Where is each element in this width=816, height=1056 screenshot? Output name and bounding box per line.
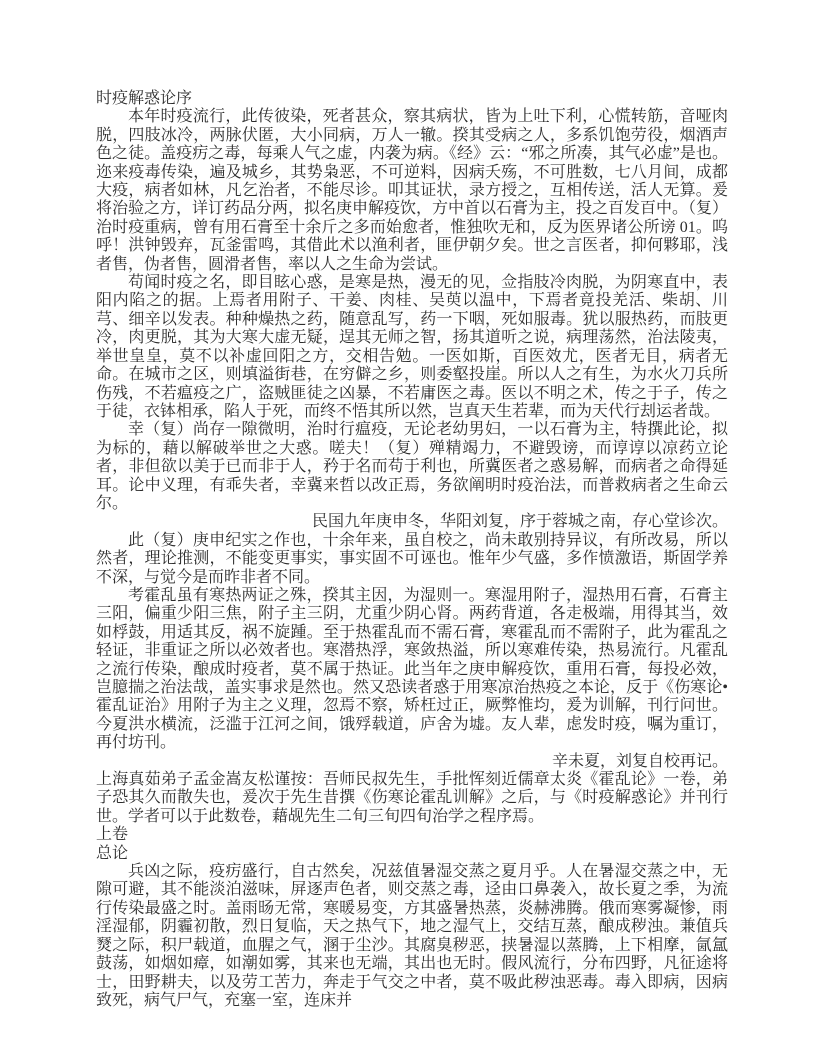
preface-dateline-1: 民国九年庚申冬，华阳刘复，序于蓉城之南，存心堂诊次。 [311, 513, 728, 531]
preface-colophon: 上海真茹弟子孟金嵩友松谨按：吾师民叔先生，手批恽刻近儒章太炎《霍乱论》一卷，弟子恐其久而散失也，爰次于先生昔撰《伤寒论霍乱训解》之后，与《时疫解惑论》并刊行世。学者可以于此数卷，藉觇先生二旬三旬四旬治学之程序焉。 [96, 771, 728, 825]
preface-dateline-2: 辛未夏，刘复自校再记。 [551, 752, 728, 770]
preface-paragraph-1: 本年时疫流行，此传彼染，死者甚众，察其病状，皆为上吐下利，心慌转筋，音哑肉脱，四肢冰冷，两脉伏匿，大小同病，万人一辙。揆其受病之人，多系饥饱劳役，烟酒声色之徒。盖疫疠之毒，每乘人气之虚，内袭为病。《经》云：“邪之所凑，其气必虚”是也。迩来疫毒传染，遍及城乡，其势枭恶，不可逆料，因病夭殇，不可胜数，七八月间，成都大疫，病者如林，凡乞治者，不能尽诊。叩其证状，录方授之，互相传送，活人无算。爰将治验之方，详订药品分两，拟名庚申解疫饮，方中首以石膏为主，投之百发百中。（复）治时疫重病，曾有用石膏至十余斤之多而始愈者，惟独吹无和，反为医界诸公所谤 01。呜呼！洪钟毁弃，瓦釜雷鸣，其借此术以渔利者，匪伊朝夕矣。世之言医者，抑何夥耶，浅者售，伪者售，圆滑者售，率以人之生命为尝试。 [96, 108, 729, 273]
section-heading: 总论 [96, 844, 129, 862]
document-title: 时疫解惑论序 [96, 90, 193, 107]
preface-paragraph-4: 此（复）庚申纪实之作也，十余年来，虽自校之，尚未敢别持异议，有所改易，所以然者，理论推测，不能变更事实，事实固不可诬也。惟年少气盛，多作愤激语，斯固学养不深，与觉今是而昨非者不同。 [96, 531, 728, 586]
preface-paragraph-3: 幸（复）尚存一隙微明，治时行瘟疫，无论老幼男妇，一以石膏为主，特撰此论，拟为标的，藉以解破举世之大惑。嗟夫！（复）殚精竭力，不避毁谤，而谆谆以凉药立论者，非但欲以美于已而非于人，矜于名而苟于利也，所冀医者之惑易解，而病者之命得延耳。论中义理，有乖失者，幸冀来哲以改正焉，务欲阐明时疫治法，而普救病者之生命云尔。 [96, 421, 728, 512]
general-discussion-paragraph-1: 兵凶之际，疫疠盛行，自古然矣，况兹值暑湿交蒸之夏月乎。人在暑湿交蒸之中，无隙可避，其不能淡泊滋味，屏逐声色者，则交蒸之毒，迳由口鼻袭入，故长夏之季，为流行传染最盛之时。盖雨旸无常，寒暖易变，方其盛暑热蒸，炎赫沸腾。俄而寒雾凝惨，雨淫湿郁，阴霾初散，烈日复临，天之热气下，地之湿气上，交结互蒸，酿成秽浊。兼值兵燹之际，积尸载道，血腥之气，溷于尘沙。其腐臭秽恶，挟暑湿以蒸腾，上下相摩，氤氲鼓荡，如烟如瘴，如潮如雾，其来也无端，其出也无时。假风流行，分布四野，凡征途将士，田野耕夫，以及劳工苦力，奔走于气交之中者，莫不吸此秽浊恶毒。毒入即病，因病致死，病气尸气，充塞一室，连床并 [96, 863, 728, 1009]
volume-heading: 上卷 [96, 826, 129, 844]
preface-paragraph-2: 苟闻时疫之名，即目眩心惑，是寒是热，漫无的见，佥指肢冷肉脱，为阴寒直中，表阳内陷之的据。上焉者用附子、干姜、肉桂、吴萸以温中，下焉者竟投羌活、柴胡、川芎、细辛以发表。种种燥热之药，随意乱写，药一下咽，死如服毒。犹以服热药，而肢更冷，肉更脱，其为大寒大虚无疑，逞其无师之智，扬其道听之说，病理荡然，治法陵夷，举世皇皇，莫不以补虚回阳之方，交相告勉。一医如斯，百医效尤，医者无目，病者无命。在城市之区，则填溢街巷，在穷僻之乡，则委壑投崖。所以人之有生，为水火刀兵所伤残，不若瘟疫之广，盗贼匪徒之凶暴，不若庸医之毒。医以不明之术，传之于子，传之于徒，衣钵相承，陷人于死，而终不悟其所以然，岂真天生若辈，而为天代行刦运者哉。 [96, 274, 728, 420]
preface-paragraph-5: 考霍乱虽有寒热两证之殊，揆其主因，为湿则一。寒湿用附子，湿热用石膏，石膏主三阳，偏重少阳三焦，附子主三阴，尤重少阴心肾。两药背道，各走极端，用得其当，效如桴鼓，用适其反，祸不旋踵。至于热霍乱而不需石膏，寒霍乱而不需附子，此为霍乱之轻证，非重证之所以必效者也。寒潜热浮，寒敛热溢，所以寒难传染，热易流行。凡霍乱之流行传染，酿成时疫者，莫不属于热证。此当年之庚申解疫饮，重用石膏，每投必效，岂臆揣之治法哉，盖实事求是然也。然又恐读者惑于用寒凉治热疫之本论，反于《伤寒论•霍乱证治》用附子为主之义理，忽焉不察，矫枉过正，厥弊惟均，爰为训解，刊行问世。今夏洪水横流，泛滥于江河之间，饿殍载道，庐舍为墟。友人辈，虑发时疫，嘱为重订，再付坊刊。 [96, 586, 728, 752]
